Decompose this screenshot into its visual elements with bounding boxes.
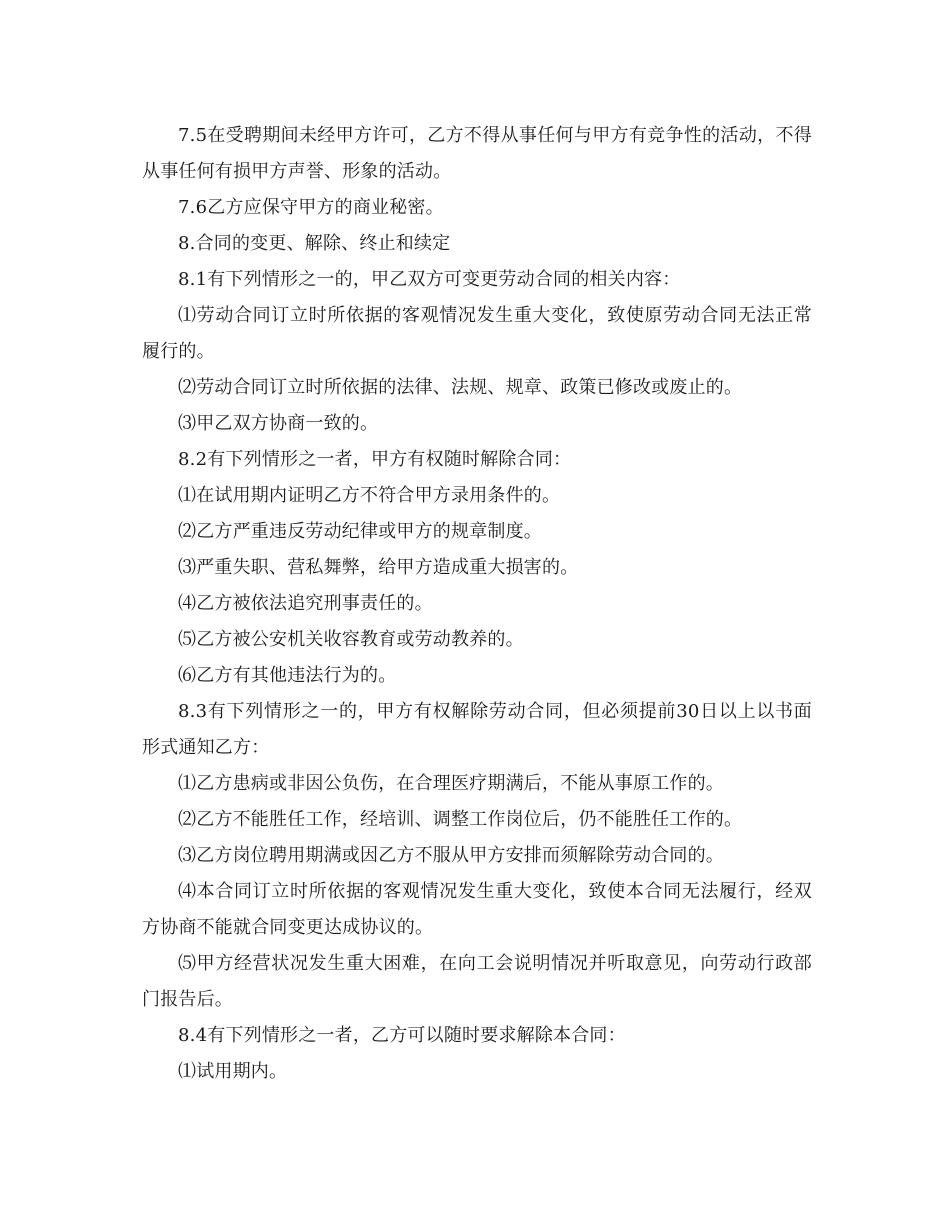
paragraph-7-5: 7.5在受聘期间未经甲方许可，乙方不得从事任何与甲方有竞争性的活动，不得从事任何有损甲方声誉、形象的活动。 <box>142 125 812 182</box>
list-item-8-3-4: ⑷本合同订立时所依据的客观情况发生重大变化，致使本合同无法履行，经双方协商不能就合同变更达成协议的。 <box>142 881 812 938</box>
list-item-8-3-5: ⑸甲方经营状况发生重大困难，在向工会说明情况并听取意见，向劳动行政部门报告后。 <box>142 953 812 1010</box>
list-item-8-3-2: ⑵乙方不能胜任工作，经培训、调整工作岗位后，仍不能胜任工作的。 <box>178 809 743 830</box>
section-heading-8: 8.合同的变更、解除、终止和续定 <box>178 233 451 254</box>
paragraph-8-3: 8.3有下列情形之一的，甲方有权解除劳动合同，但必须提前30日以上以书面形式通知乙方： <box>142 701 812 758</box>
document-body <box>142 118 812 1090</box>
list-item-8-2-4: ⑷乙方被依法追究刑事责任的。 <box>178 593 433 614</box>
paragraph-8-1: 8.1有下列情形之一的，甲乙双方可变更劳动合同的相关内容： <box>178 269 681 290</box>
paragraph-8-4: 8.4有下列情形之一者，乙方可以随时要求解除本合同： <box>178 1025 626 1046</box>
list-item-8-2-5: ⑸乙方被公安机关收容教育或劳动教养的。 <box>178 629 524 650</box>
list-item-8-2-3: ⑶严重失职、营私舞弊，给甲方造成重大损害的。 <box>178 557 579 578</box>
paragraph-8-2: 8.2有下列情形之一者，甲方有权随时解除合同： <box>178 449 572 470</box>
list-item-8-2-6: ⑹乙方有其他违法行为的。 <box>178 665 397 686</box>
list-item-8-2-2: ⑵乙方严重违反劳动纪律或甲方的规章制度。 <box>178 521 542 542</box>
paragraph-7-6: 7.6乙方应保守甲方的商业秘密。 <box>178 197 444 218</box>
list-item-8-2-1: ⑴在试用期内证明乙方不符合甲方录用条件的。 <box>178 485 561 506</box>
list-item-8-1-3: ⑶甲乙双方协商一致的。 <box>178 413 379 434</box>
list-item-8-4-1: ⑴试用期内。 <box>178 1061 288 1082</box>
list-item-8-3-1: ⑴乙方患病或非因公负伤，在合理医疗期满后，不能从事原工作的。 <box>178 773 724 794</box>
list-item-8-1-1: ⑴劳动合同订立时所依据的客观情况发生重大变化，致使原劳动合同无法正常履行的。 <box>142 305 812 362</box>
list-item-8-1-2: ⑵劳动合同订立时所依据的法律、法规、规章、政策已修改或废止的。 <box>178 377 743 398</box>
list-item-8-3-3: ⑶乙方岗位聘用期满或因乙方不服从甲方安排而须解除劳动合同的。 <box>178 845 724 866</box>
